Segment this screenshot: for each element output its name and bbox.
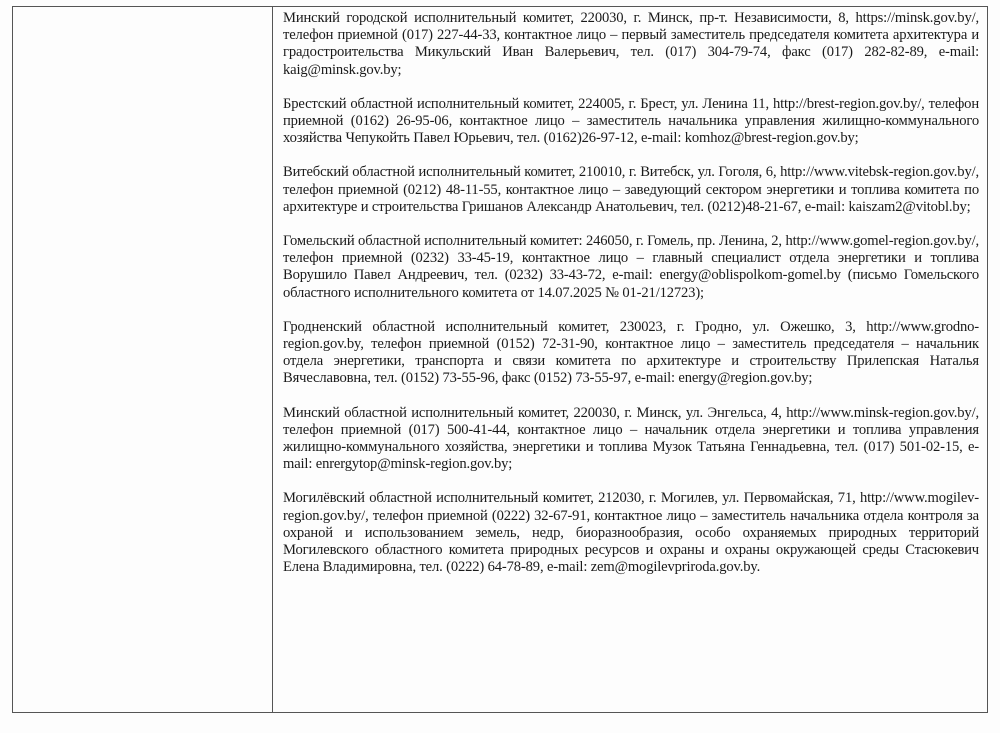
contact-entry-minsk-region: Минский областной исполнительный комитет, 220030, г. Минск, ул. Энгельса, 4, http://www.minsk-region.gov.by/, телефон приемной (017) 500-41-44, контактное лицо – начальник отдела энергетики и топлива управления жилищно-коммунального хозяйства, энергетики и топлива Музок Татьяна Геннадьевна, тел. (017) 501-02-15, e-mail: enrergytop@minsk-region.gov.by; (283, 404, 979, 473)
contact-entry-vitebsk: Витебский областной исполнительный комитет, 210010, г. Витебск, ул. Гоголя, 6, http://www.vitebsk-region.gov.by/, телефон приемной (0212) 48-11-55, контактное лицо – заведующий сектором энергетики и топлива комитета по архитектуре и строительства Гришанов Александр Анатольевич, тел. (0212)48-21-67, e-mail: kaiszam2@vitobl.by; (283, 164, 979, 215)
table-empty-left-cell (13, 7, 273, 712)
contact-entry-minsk-city: Минский городской исполнительный комитет, 220030, г. Минск, пр-т. Независимости, 8, https://minsk.gov.by/, телефон приемной (017) 227-44-33, контактное лицо – первый заместитель председателя комитета архитектура и градостроительства Микульский Иван Валерьевич, тел. (017) 304-79-74, факс (017) 282-82-89, e-mail: kaig@minsk.gov.by; (283, 10, 979, 78)
contact-entry-mogilev: Могилёвский областной исполнительный комитет, 212030, г. Могилев, ул. Первомайская, 71, http://www.mogilev-region.gov.by/, телефон приемной (0222) 32-67-91, контактное лицо – заместитель начальника отдела контроля за охраной и использованием земель, недр, биоразнообразия, особо охраняемых природных территорий Могилевского областного комитета природных ресурсов и охраны и охраны окружающей среды Стасюкевич Елена Владимировна, тел. (0222) 64-78-89, e-mail: zem@mogilevpriroda.gov.by. (283, 490, 979, 576)
contact-entry-brest: Брестский областной исполнительный комитет, 224005, г. Брест, ул. Ленина 11, http://brest-region.gov.by/, телефон приемной (0162) 26-95-06, контактное лицо – заместитель начальника управления жилищно-коммунального хозяйства Чепукойть Павел Юрьевич, тел. (0162)26-97-12, e-mail: komhoz@brest-region.gov.by; (283, 95, 979, 147)
table-contacts-cell (273, 7, 987, 712)
contact-entry-gomel: Гомельский областной исполнительный комитет: 246050, г. Гомель, пр. Ленина, 2, http://www.gomel-region.gov.by/, телефон приемной (0232) 33-45-19, контактное лицо – главный специалист отдела энергетики и топлива Ворушило Павел Андреевич, тел. (0232) 33-43-72, e-mail: energy@oblispolkom-gomel.by (письмо Гомельского областного исполнительного комитета от 14.07.2025 № 01-21/12723); (283, 233, 979, 301)
contact-entry-grodno: Гродненский областной исполнительный комитет, 230023, г. Гродно, ул. Ожешко, 3, http://www.grodno-region.gov.by, телефон приемной (0152) 72-31-90, контактное лицо – заместитель председателя – начальник отдела энергетики, транспорта и связи комитета по архитектуре и строительству Прилепская Наталья Вячеславовна, тел. (0152) 73-55-96, факс (0152) 73-55-97, e-mail: energy@region.gov.by; (283, 318, 979, 387)
contacts-table (12, 6, 988, 713)
